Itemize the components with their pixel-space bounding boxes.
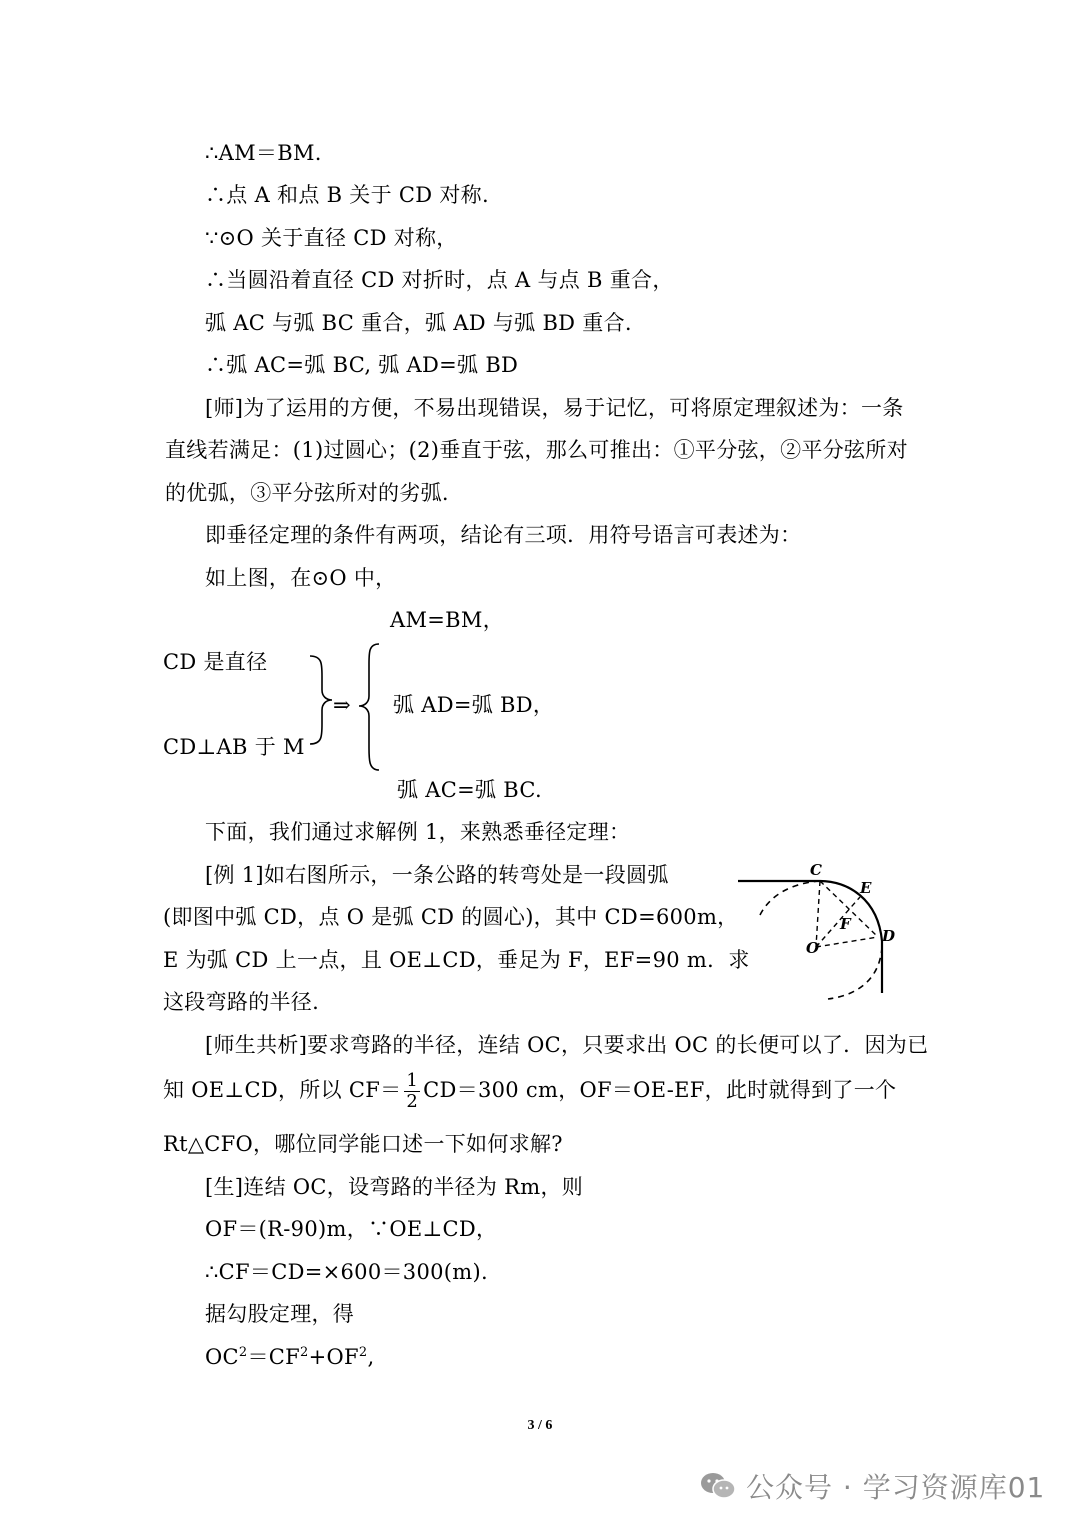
example-line: (即图中弧 CD，点 O 是弧 CD 的圆心)，其中 CD=600m， — [163, 905, 739, 929]
eq-term: ＝CF — [247, 1345, 301, 1369]
result-arc-ac: 弧 AC=弧 BC. — [397, 778, 542, 802]
proof-line: ∴弧 AC=弧 BC, 弧 AD=弧 BD — [205, 353, 519, 377]
condition-diameter: CD 是直径 — [163, 650, 268, 674]
paragraph-line: 即垂径定理的条件有两项，结论有三项．用符号语言可表述为： — [205, 523, 802, 547]
proof-line: 弧 AC 与弧 BC 重合，弧 AD 与弧 BD 重合. — [205, 311, 632, 335]
label-o: O — [806, 939, 820, 957]
analysis-line-fraction — [163, 1070, 896, 1112]
fraction-numerator: 1 — [406, 1070, 419, 1091]
example-intro: 下面，我们通过求解例 1，来熟悉垂径定理： — [205, 820, 631, 844]
analysis-text: 知 OE⊥CD，所以 CF＝ — [163, 1078, 402, 1102]
watermark — [700, 1462, 1045, 1510]
result-arc-ad: 弧 AD=弧 BD， — [393, 693, 555, 717]
proof-line: ∵⊙O 关于直径 CD 对称， — [205, 226, 458, 250]
analysis-text: CD＝300 cm，OF＝OE-EF，此时就得到了一个 — [423, 1078, 897, 1102]
paragraph-line: [师]为了运用的方便，不易出现错误，易于记忆，可将原定理叙述为：一条 — [205, 396, 904, 420]
solution-line: [生]连结 OC，设弯路的半径为 Rm，则 — [205, 1175, 584, 1199]
pythagoras-equation — [205, 1343, 374, 1371]
eq-term: OC — [205, 1345, 239, 1369]
result-amb: AM=BM， — [390, 608, 504, 632]
example-line: [例 1]如右图所示，一条公路的转弯处是一段圆弧 — [205, 863, 669, 887]
solution-line: OF＝(R-90)m，∵OE⊥CD， — [205, 1217, 498, 1241]
eq-exponent: 2 — [300, 1345, 309, 1360]
example-line: E 为弧 CD 上一点，且 OE⊥CD，垂足为 F，EF=90 m．求 — [163, 948, 750, 972]
proof-line: ∴点 A 和点 B 关于 CD 对称. — [205, 183, 489, 207]
solution-line: 据勾股定理，得 — [205, 1302, 355, 1326]
paragraph-line: 直线若满足：(1)过圆心；(2)垂直于弦，那么可推出：①平分弦，②平分弦所对 — [165, 438, 908, 462]
proof-line: ∴当圆沿着直径 CD 对折时，点 A 与点 B 重合， — [205, 268, 674, 292]
eq-exponent: 2 — [358, 1345, 368, 1360]
left-brace — [355, 640, 385, 775]
eq-term: +OF — [308, 1345, 359, 1369]
label-f: F — [840, 915, 851, 933]
label-c: C — [810, 861, 822, 879]
fraction-denominator: 2 — [406, 1091, 419, 1112]
paragraph-line: 如上图，在⊙O 中， — [205, 566, 397, 590]
road-arc-figure — [730, 855, 910, 1005]
solution-line: ∴CF＝CD=×600＝300(m). — [205, 1260, 488, 1284]
fraction-half — [404, 1071, 420, 1112]
analysis-line: [师生共析]要求弯路的半径，连结 OC，只要求出 OC 的长便可以了．因为已 — [205, 1033, 929, 1057]
watermark-text: 公众号 · 学习资源库01 — [746, 1471, 1046, 1504]
implies-arrow: ⇒ — [333, 693, 351, 717]
eq-exponent: 2 — [238, 1345, 248, 1360]
condition-perpendicular: CD⊥AB 于 M — [163, 735, 305, 759]
paragraph-line: 的优弧，③平分弦所对的劣弧. — [165, 481, 449, 505]
analysis-line: Rt△CFO，哪位同学能口述一下如何求解? — [163, 1132, 563, 1156]
label-e: E — [860, 879, 872, 897]
example-line: 这段弯路的半径. — [163, 990, 320, 1014]
page-number: 3 / 6 — [527, 1418, 553, 1433]
right-brace — [300, 650, 340, 750]
label-d: D — [882, 927, 896, 945]
proof-line: ∴AM＝BM. — [205, 141, 322, 165]
eq-term: , — [367, 1345, 375, 1369]
wechat-icon — [700, 1471, 736, 1501]
